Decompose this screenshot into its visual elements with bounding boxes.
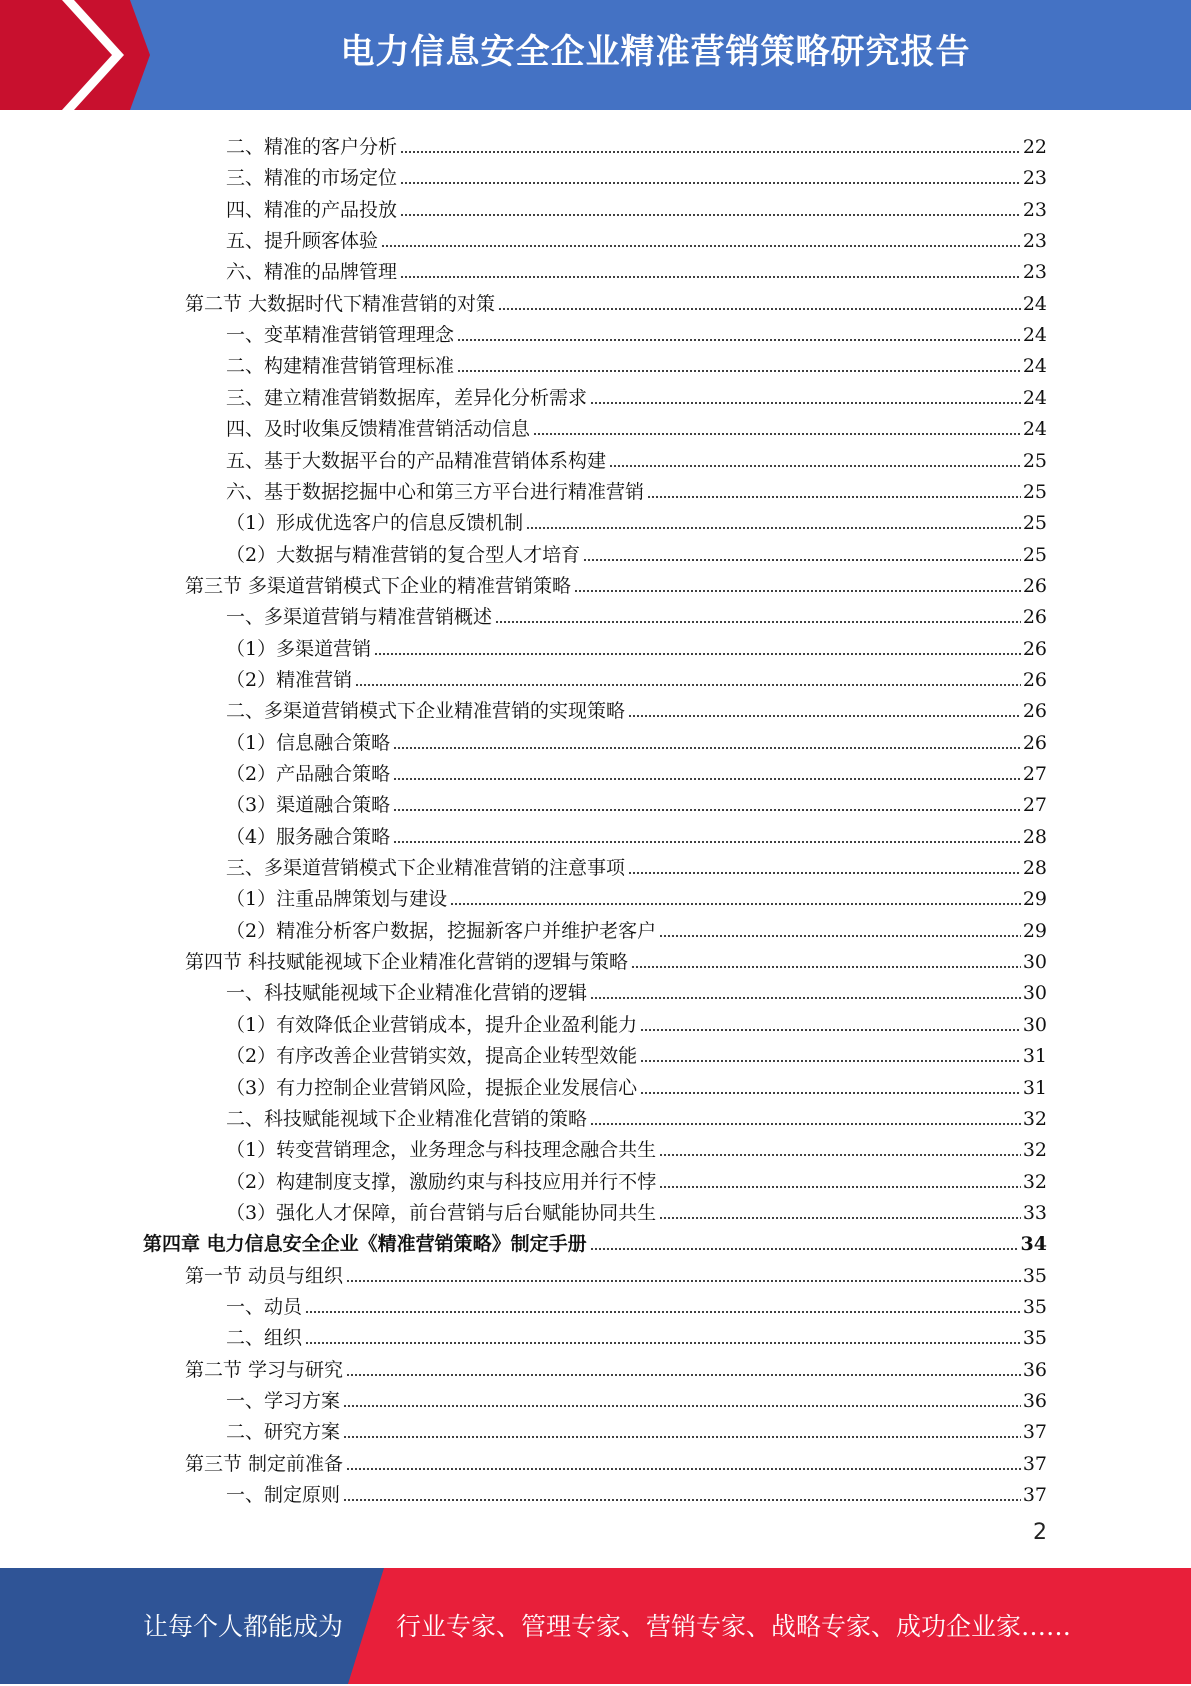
- toc-entry-title: 二、研究方案: [226, 1421, 341, 1444]
- toc-dot-leader: [400, 150, 1021, 154]
- toc-entry-page-number: 25: [1022, 449, 1047, 472]
- toc-entry-page-number: 25: [1022, 543, 1047, 566]
- toc-entry-page-number: 27: [1022, 763, 1047, 785]
- toc-entry[interactable]: [226, 253, 1047, 284]
- toc-entry[interactable]: [226, 410, 1047, 441]
- toc-dot-leader: [659, 1185, 1021, 1189]
- toc-entry-title: （3）强化人才保障，前台营销与后台赋能协同共生: [226, 1201, 657, 1224]
- toc-entry-title: （1）形成优选客户的信息反馈机制: [226, 512, 524, 535]
- toc-dot-leader: [640, 1091, 1021, 1095]
- toc-entry-title: 第四章 电力信息安全企业《精准营销策略》制定手册: [143, 1233, 587, 1256]
- page-number: 2: [1033, 1520, 1047, 1545]
- toc-dot-leader: [393, 840, 1021, 844]
- toc-entry-title: 第三节 多渠道营销模式下企业的精准营销策略: [185, 574, 572, 597]
- toc-entry-title: 三、多渠道营销模式下企业精准营销的注意事项: [226, 857, 626, 880]
- footer-slogan-right: 行业专家、管理专家、营销专家、战略专家、成功企业家……: [396, 1612, 1072, 1641]
- toc-entry-title: （3）渠道融合策略: [226, 794, 391, 817]
- toc-entry-title: （1）转变营销理念，业务理念与科技理念融合共生: [226, 1139, 657, 1162]
- toc-entry-page-number: 23: [1022, 230, 1047, 253]
- toc-entry[interactable]: [226, 818, 1047, 849]
- toc-entry-page-number: 24: [1022, 355, 1047, 378]
- toc-entry[interactable]: [226, 1194, 1047, 1225]
- toc-dot-leader: [346, 1467, 1021, 1471]
- toc-entry-page-number: 37: [1022, 1484, 1047, 1507]
- toc-dot-leader: [533, 432, 1021, 436]
- toc-entry[interactable]: [226, 724, 1047, 755]
- toc-entry-title: 二、精准的客户分析: [226, 136, 398, 158]
- footer-slogan-left: 让每个人都能成为: [143, 1612, 344, 1641]
- toc-entry[interactable]: [226, 1037, 1047, 1068]
- toc-entry-page-number: 25: [1022, 512, 1047, 535]
- toc-entry-page-number: 33: [1022, 1201, 1047, 1224]
- toc-entry-title: 第二节 学习与研究: [185, 1358, 344, 1381]
- toc-dot-leader: [495, 620, 1021, 624]
- toc-entry[interactable]: [226, 159, 1047, 190]
- toc-entry-page-number: 26: [1022, 700, 1047, 723]
- toc-entry-title: 第一节 动员与组织: [185, 1264, 344, 1287]
- toc-entry-page-number: 24: [1022, 292, 1047, 315]
- toc-dot-leader: [526, 526, 1021, 530]
- toc-dot-leader: [659, 1216, 1021, 1220]
- toc-entry[interactable]: [226, 128, 1047, 159]
- toc-dot-leader: [346, 1373, 1021, 1377]
- toc-entry-page-number: 22: [1022, 136, 1047, 158]
- toc-entry[interactable]: [226, 692, 1047, 723]
- toc-entry-title: （1）信息融合策略: [226, 731, 391, 754]
- toc-entry[interactable]: [226, 222, 1047, 253]
- toc-entry-title: （1）注重品牌策划与建设: [226, 888, 448, 911]
- toc-entry-page-number: 26: [1022, 731, 1047, 754]
- toc-entry[interactable]: [226, 974, 1047, 1005]
- toc-dot-leader: [393, 808, 1021, 812]
- toc-dot-leader: [305, 1341, 1021, 1345]
- toc-entry-page-number: 25: [1022, 480, 1047, 503]
- toc-entry[interactable]: [226, 1413, 1047, 1444]
- toc-dot-leader: [590, 1247, 1019, 1251]
- toc-dot-leader: [640, 1059, 1021, 1063]
- toc-entry-page-number: 32: [1022, 1107, 1047, 1130]
- toc-dot-leader: [400, 275, 1021, 279]
- toc-entry-page-number: 23: [1022, 167, 1047, 190]
- toc-dot-leader: [374, 652, 1021, 656]
- toc-entry-title: 三、建立精准营销数据库，差异化分析需求: [226, 386, 588, 409]
- toc-entry-page-number: 23: [1022, 261, 1047, 284]
- toc-entry-title: 五、基于大数据平台的产品精准营销体系构建: [226, 449, 607, 472]
- toc-dot-leader: [498, 307, 1021, 311]
- toc-dot-leader: [343, 1498, 1021, 1502]
- toc-dot-leader: [609, 464, 1021, 468]
- toc-entry-title: 六、基于数据挖掘中心和第三方平台进行精准营销: [226, 480, 645, 503]
- toc-entry-title: 六、精准的品牌管理: [226, 261, 398, 284]
- toc-entry-page-number: 32: [1022, 1139, 1047, 1162]
- toc-entry[interactable]: [185, 1257, 1047, 1288]
- toc-entry-page-number: 28: [1022, 825, 1047, 848]
- toc-dot-leader: [450, 902, 1021, 906]
- toc-dot-leader: [343, 1435, 1021, 1439]
- toc-entry[interactable]: [226, 880, 1047, 911]
- toc-entry[interactable]: [226, 191, 1047, 222]
- toc-entry-title: （2）精准营销: [226, 668, 353, 691]
- toc-entry[interactable]: [226, 661, 1047, 692]
- toc-entry[interactable]: [226, 912, 1047, 943]
- toc-entry[interactable]: [226, 1100, 1047, 1131]
- toc-entry[interactable]: [226, 598, 1047, 629]
- document-title: 电力信息安全企业精准营销策略研究报告: [340, 32, 971, 72]
- toc-entry-page-number: 26: [1022, 637, 1047, 660]
- toc-entry-title: 三、精准的市场定位: [226, 167, 398, 190]
- toc-entry[interactable]: [226, 442, 1047, 473]
- toc-entry-title: 四、精准的产品投放: [226, 198, 398, 221]
- toc-entry[interactable]: [226, 1288, 1047, 1319]
- toc-entry-page-number: 30: [1022, 951, 1047, 974]
- toc-dot-leader: [583, 558, 1021, 562]
- header-banner: [0, 0, 1191, 110]
- toc-entry-title: （4）服务融合策略: [226, 825, 391, 848]
- toc-entry[interactable]: [226, 1319, 1047, 1350]
- toc-entry-title: 一、制定原则: [226, 1484, 341, 1507]
- toc-dot-leader: [355, 683, 1021, 687]
- toc-dot-leader: [457, 338, 1021, 342]
- toc-entry[interactable]: [226, 1382, 1047, 1413]
- toc-entry[interactable]: [226, 504, 1047, 535]
- toc-entry-title: 第四节 科技赋能视域下企业精准化营销的逻辑与策略: [185, 951, 629, 974]
- toc-entry-page-number: 36: [1022, 1358, 1047, 1381]
- toc-entry-page-number: 35: [1022, 1264, 1047, 1287]
- toc-entry-page-number: 30: [1022, 1013, 1047, 1036]
- toc-entry-page-number: 31: [1022, 1076, 1047, 1099]
- toc-entry-title: 二、构建精准营销管理标准: [226, 355, 455, 378]
- toc-entry-title: 第三节 制定前准备: [185, 1452, 344, 1475]
- toc-entry-page-number: 24: [1022, 324, 1047, 347]
- toc-entry-title: （1）多渠道营销: [226, 637, 372, 660]
- toc-dot-leader: [628, 871, 1021, 875]
- toc-entry[interactable]: [226, 1006, 1047, 1037]
- toc-entry[interactable]: [185, 943, 1047, 974]
- toc-entry-title: 一、多渠道营销与精准营销概述: [226, 606, 493, 629]
- toc-entry[interactable]: [226, 1069, 1047, 1100]
- toc-dot-leader: [400, 181, 1021, 185]
- toc-dot-leader: [647, 495, 1021, 499]
- toc-entry[interactable]: [143, 1225, 1047, 1256]
- toc-entry[interactable]: [226, 1131, 1047, 1162]
- toc-entry-page-number: 26: [1022, 574, 1047, 597]
- toc-entry[interactable]: [226, 1476, 1047, 1507]
- toc-dot-leader: [590, 401, 1021, 405]
- toc-entry[interactable]: [226, 473, 1047, 504]
- toc-entry[interactable]: [226, 630, 1047, 661]
- toc-dot-leader: [659, 1153, 1021, 1157]
- toc-dot-leader: [393, 746, 1021, 750]
- toc-entry-title: 二、组织: [226, 1327, 303, 1350]
- toc-dot-leader: [590, 1122, 1021, 1126]
- toc-entry-page-number: 34: [1020, 1233, 1047, 1256]
- toc-entry-title: 二、科技赋能视域下企业精准化营销的策略: [226, 1107, 588, 1130]
- toc-entry[interactable]: [185, 1445, 1047, 1476]
- toc-entry-page-number: 37: [1022, 1421, 1047, 1444]
- toc-dot-leader: [400, 213, 1021, 217]
- toc-entry-page-number: 24: [1022, 418, 1047, 441]
- toc-dot-leader: [640, 1028, 1021, 1032]
- toc-entry[interactable]: [185, 567, 1047, 598]
- toc-entry-page-number: 29: [1022, 888, 1047, 911]
- header-chevron-decoration: [0, 0, 160, 110]
- toc-entry-title: 一、学习方案: [226, 1390, 341, 1412]
- toc-entry-title: 一、科技赋能视域下企业精准化营销的逻辑: [226, 982, 588, 1005]
- toc-entry-page-number: 30: [1022, 982, 1047, 1005]
- toc-entry-title: （2）产品融合策略: [226, 763, 391, 785]
- toc-entry-page-number: 28: [1022, 857, 1047, 880]
- toc-dot-leader: [659, 934, 1021, 938]
- toc-entry-title: （2）有序改善企业营销实效，提高企业转型效能: [226, 1045, 638, 1068]
- toc-entry-title: （2）构建制度支撑，激励约束与科技应用并行不悖: [226, 1170, 657, 1193]
- toc-dot-leader: [381, 244, 1021, 248]
- toc-entry-title: 四、及时收集反馈精准营销活动信息: [226, 418, 531, 441]
- toc-entry-page-number: 36: [1022, 1390, 1047, 1412]
- toc-entry[interactable]: [185, 285, 1047, 316]
- toc-entry[interactable]: [226, 755, 1047, 786]
- toc-entry-page-number: 29: [1022, 919, 1047, 942]
- toc-entry-page-number: 37: [1022, 1452, 1047, 1475]
- toc-dot-leader: [343, 1404, 1021, 1408]
- toc-entry-page-number: 35: [1022, 1295, 1047, 1318]
- toc-dot-leader: [457, 369, 1021, 373]
- toc-entry[interactable]: [226, 347, 1047, 378]
- toc-entry-title: （1）有效降低企业营销成本，提升企业盈利能力: [226, 1013, 638, 1036]
- toc-dot-leader: [393, 777, 1021, 781]
- toc-entry[interactable]: [185, 1351, 1047, 1382]
- toc-entry-page-number: 32: [1022, 1170, 1047, 1193]
- toc-entry-title: 五、提升顾客体验: [226, 230, 379, 253]
- toc-entry-page-number: 26: [1022, 606, 1047, 629]
- toc-dot-leader: [631, 965, 1021, 969]
- toc-entry[interactable]: [226, 1163, 1047, 1194]
- toc-entry-page-number: 27: [1022, 794, 1047, 817]
- toc-entry-page-number: 26: [1022, 668, 1047, 691]
- toc-entry-page-number: 35: [1022, 1327, 1047, 1350]
- toc-entry-title: 第二节 大数据时代下精准营销的对策: [185, 292, 496, 315]
- toc-dot-leader: [590, 996, 1021, 1000]
- toc-entry-title: 一、动员: [226, 1295, 303, 1318]
- toc-dot-leader: [305, 1310, 1021, 1314]
- toc-entry[interactable]: [226, 849, 1047, 880]
- toc-entry-page-number: 24: [1022, 386, 1047, 409]
- toc-entry-page-number: 31: [1022, 1045, 1047, 1068]
- toc-entry[interactable]: [226, 379, 1047, 410]
- toc-entry[interactable]: [226, 316, 1047, 347]
- toc-entry[interactable]: [226, 786, 1047, 817]
- toc-entry[interactable]: [226, 536, 1047, 567]
- toc-dot-leader: [628, 714, 1021, 718]
- toc-entry-title: （2）精准分析客户数据，挖掘新客户并维护老客户: [226, 919, 657, 942]
- toc-entry-title: 二、多渠道营销模式下企业精准营销的实现策略: [226, 700, 626, 723]
- toc-dot-leader: [574, 589, 1021, 593]
- toc-entry-title: （3）有力控制企业营销风险，提振企业发展信心: [226, 1076, 638, 1099]
- toc-dot-leader: [346, 1279, 1021, 1283]
- toc-entry-title: 一、变革精准营销管理理念: [226, 324, 455, 347]
- footer-banner: [0, 1568, 1191, 1684]
- toc-entry-title: （2）大数据与精准营销的复合型人才培育: [226, 543, 581, 566]
- toc-entry-page-number: 23: [1022, 198, 1047, 221]
